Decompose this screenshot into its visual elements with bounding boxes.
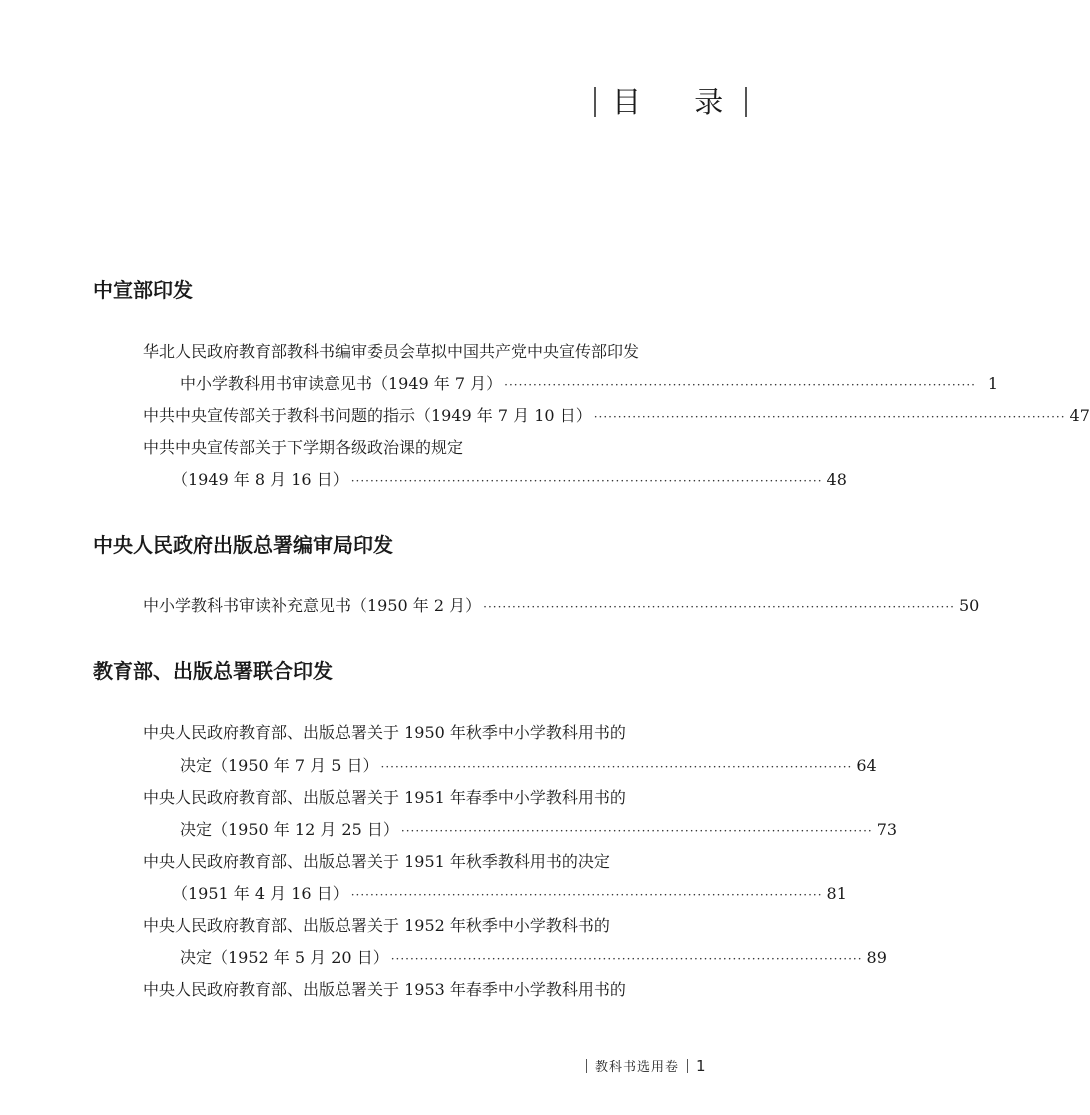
toc-entry-row[interactable] — [172, 468, 847, 493]
dot-leader: ·································································································· — [350, 474, 823, 488]
toc-entry-row[interactable] — [180, 372, 998, 397]
section-heading-chubanzongshu: 中央人民政府出版总署编审局印发 — [93, 533, 393, 557]
page-number: 73 — [876, 820, 898, 839]
toc-entry-title: 中央人民政府教育部、出版总署关于 1950 年秋季中小学教科用书的 — [143, 723, 626, 742]
page-number: 1 — [987, 374, 998, 393]
footer-book-title: 教科书选用卷 — [595, 1060, 680, 1075]
footer-left-bar — [586, 1059, 587, 1073]
page-number: 64 — [856, 756, 877, 775]
toc-entry-title: 中央人民政府教育部、出版总署关于 1951 年秋季教科用书的决定 — [143, 852, 610, 871]
toc-entry-title: 中央人民政府教育部、出版总署关于 1952 年秋季中小学教科书的 — [143, 916, 610, 935]
toc-entry-title: 中央人民政府教育部、出版总署关于 1953 年春季中小学教科用书的 — [143, 980, 626, 999]
toc-entry-row[interactable] — [172, 882, 847, 907]
page-number: 47 — [1069, 406, 1090, 425]
page-number: 81 — [826, 884, 847, 903]
dot-leader: ·································································································· — [400, 824, 873, 838]
dot-leader: ·································································································· — [593, 410, 1066, 424]
toc-entry-text: （1951 年 4 月 16 日） — [172, 884, 349, 903]
page-number: 50 — [959, 596, 980, 615]
dot-leader: ·································································································· — [380, 760, 853, 774]
toc-entry-text: 中共中央宣传部关于教科书问题的指示（1949 年 7 月 10 日） — [143, 406, 592, 425]
section-heading-xuanchuanbu: 中宣部印发 — [93, 278, 193, 302]
page-title — [594, 82, 747, 122]
toc-entry-text: （1949 年 8 月 16 日） — [172, 470, 349, 489]
toc-entry-text: 决定（1952 年 5 月 20 日） — [180, 948, 389, 967]
toc-entry-text: 中小学教科用书审读意见书（1949 年 7 月） — [180, 374, 503, 393]
page-footer — [578, 1056, 706, 1075]
toc-entry-row[interactable] — [180, 754, 877, 779]
footer-right-bar — [687, 1059, 688, 1073]
toc-entry-row[interactable] — [143, 594, 980, 619]
toc-entry-row[interactable] — [180, 946, 887, 971]
dot-leader: ·································································································· — [390, 952, 863, 966]
page-number: 89 — [866, 948, 887, 967]
dot-leader: ·································································································· — [350, 888, 823, 902]
page-title-text: 目 录 — [612, 85, 746, 119]
dot-leader: ·································································································· — [504, 378, 976, 392]
toc-entry-row[interactable] — [180, 818, 898, 843]
page-number: 48 — [826, 470, 847, 489]
toc-entry-text: 决定（1950 年 12 月 25 日） — [180, 820, 399, 839]
dot-leader: ·································································································· — [483, 600, 955, 614]
title-right-bar — [745, 87, 747, 117]
toc-entry-text: 决定（1950 年 7 月 5 日） — [180, 756, 379, 775]
toc-entry-title: 华北人民政府教育部教科书编审委员会草拟中国共产党中央宣传部印发 — [143, 342, 640, 361]
footer-page-number: 1 — [696, 1056, 706, 1075]
section-heading-lianhe: 教育部、出版总署联合印发 — [93, 659, 333, 683]
toc-entry-title: 中央人民政府教育部、出版总署关于 1951 年春季中小学教科用书的 — [143, 788, 626, 807]
toc-entry-row[interactable] — [143, 404, 1090, 429]
toc-entry-title: 中共中央宣传部关于下学期各级政治课的规定 — [143, 438, 464, 457]
toc-entry-text: 中小学教科书审读补充意见书（1950 年 2 月） — [143, 596, 482, 615]
